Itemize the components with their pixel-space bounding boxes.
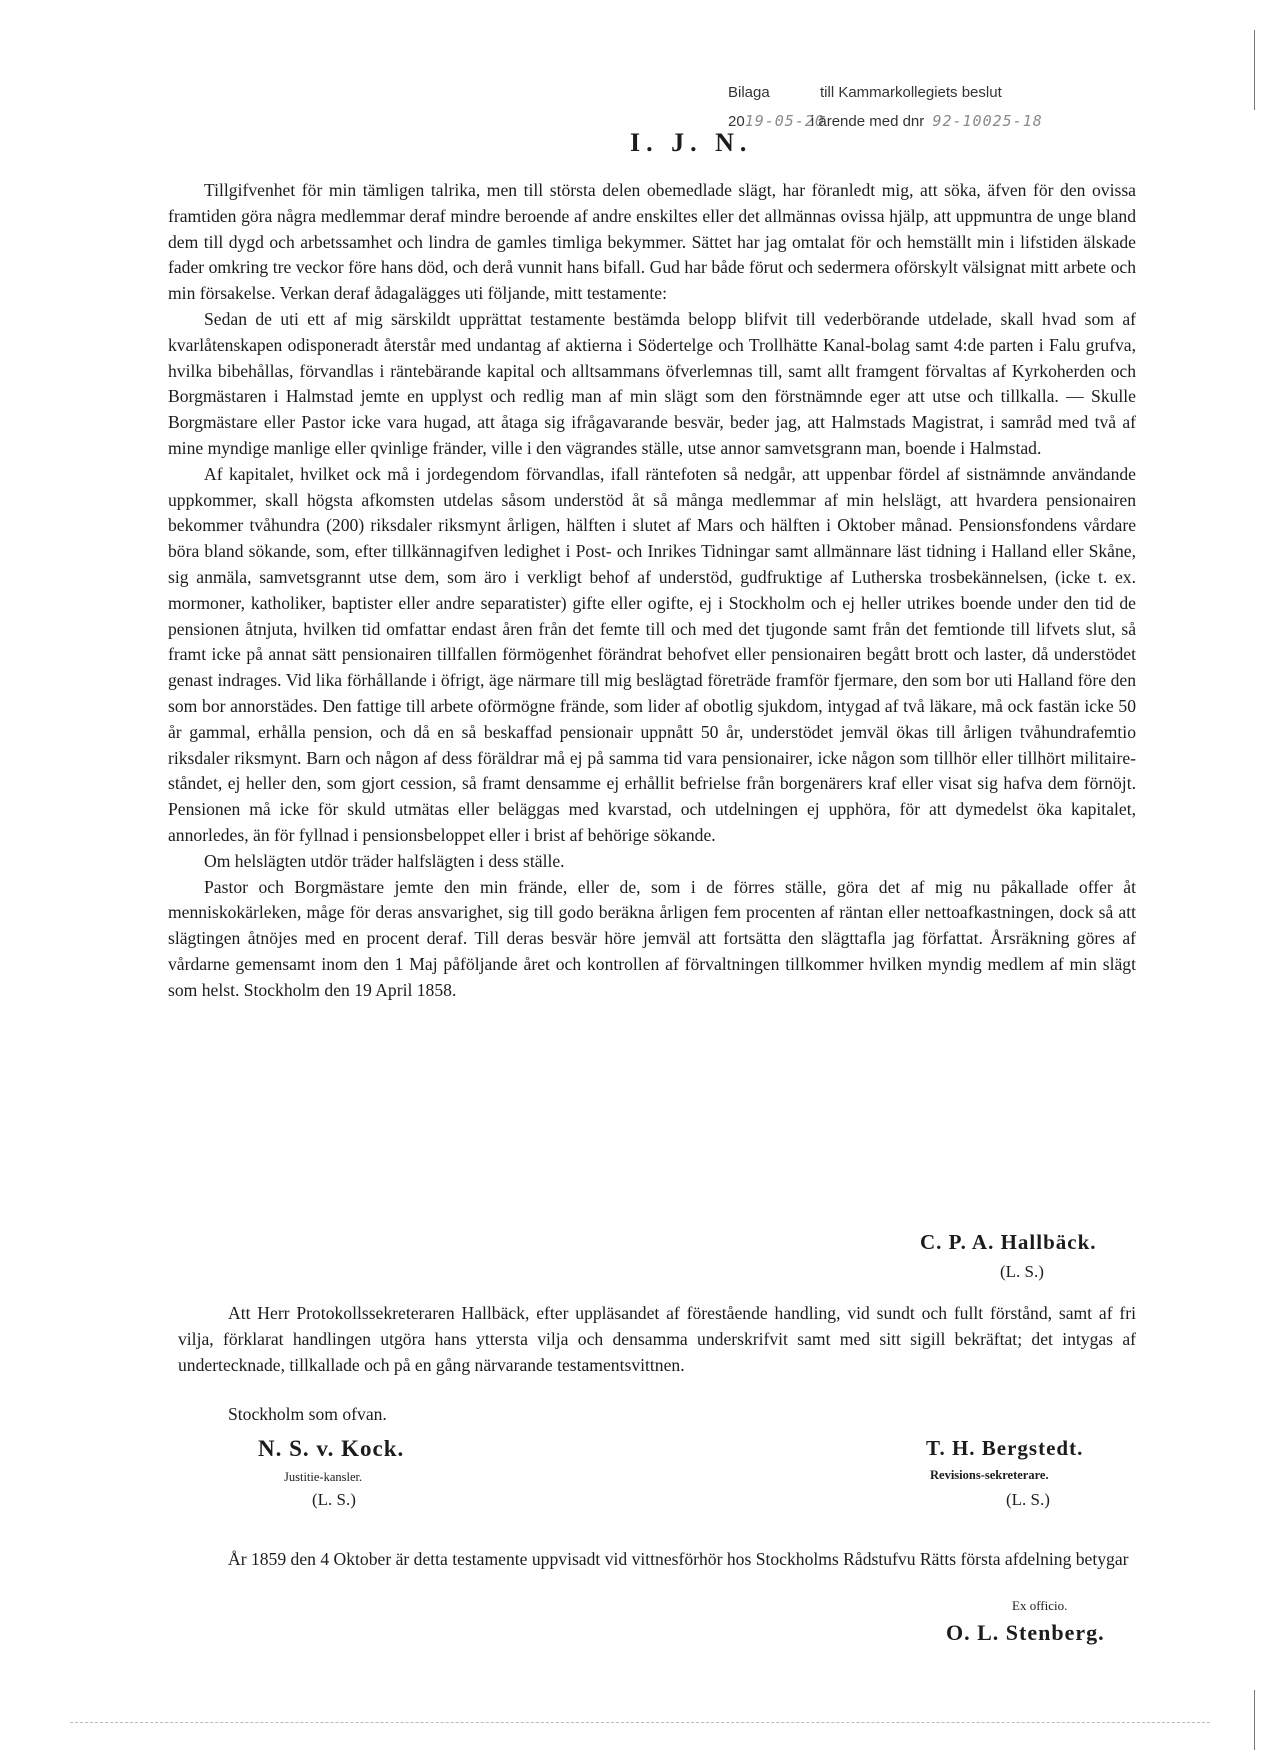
stamp-date-handwritten: 19-05-20 bbox=[744, 112, 825, 130]
witness-left-title: Justitie-kansler. bbox=[284, 1470, 363, 1484]
witness-right-title: Revisions-sekreterare. bbox=[930, 1468, 1049, 1482]
stamp-bilaga: Bilaga bbox=[728, 84, 770, 101]
scan-bottom-edge bbox=[70, 1722, 1210, 1723]
scan-edge-mark bbox=[1254, 1690, 1255, 1750]
stamp-arende: i ärende med dnr bbox=[810, 113, 925, 130]
scan-edge-mark bbox=[1254, 30, 1255, 110]
paragraph: Tillgifvenhet för min tämligen talrika, men till största delen obemedlade slägt, har föranledt mig, att söka, äfven för den ovissa framtiden göra några medlemmar deraf mindre beroende af andre enskiltes eller det allmännas ovissa hjälp, att uppmuntra de unge bland dem till dygd och arbetssamhet och lindra de gamles timliga bekymmer. Sättet har jag omtalat för och hemställt min i lifstiden älskade fader omkring tre veckor före hans död, och derå vunnit hans bifall. Gud har både förut och sedermera oförskylt välsignat mitt arbete och min försakelse. Verkan deraf ådagalägges uti följande, mitt testamente: bbox=[168, 180, 1136, 304]
paragraph: Pastor och Borgmästare jemte den min frände, eller de, som i de förres ställe, göra det af mig nu påkallade offer åt menniskokärleken, måge för deras ansvarighet, sig till godo beräkna årligen fem procenten af räntan eller nettoafkastningen, dock så att slägtingen åtnöjes med en procent deraf. Till deras besvär höre jemväl att fortsätta den slägttafla jag författat. Årsräkning göres af vårdarne gemensamt inom den 1 Maj påföljande året och kontrollen af förvaltningen tillkommer hvilken myndig medlem af min slägt som helst. Stockholm den 19 April 1858. bbox=[168, 876, 1136, 1000]
attestation-paragraph bbox=[178, 1300, 1136, 1378]
document-title: I. J. N. bbox=[630, 128, 753, 157]
testator-seal: (L. S.) bbox=[1000, 1262, 1044, 1281]
stamp-dnr-handwritten: 92-10025-18 bbox=[932, 112, 1043, 130]
place-date: Stockholm som ofvan. bbox=[228, 1404, 387, 1424]
paragraph: År 1859 den 4 Oktober är detta testamente uppvisadt vid vittnesförhör hos Stockholms Rådstufvu Rätts första afdelning betygar bbox=[228, 1549, 1129, 1569]
testator-signature: C. P. A. Hallbäck. bbox=[920, 1230, 1097, 1254]
paragraph: Sedan de uti ett af mig särskildt upprättat testamente bestämda belopp blifvit till vederbörande utdelade, skall hvad som af kvarlåtenskapen odisponeradt återstår med undantag af aktierna i Södertelge och Trollhätte Kanal-bolag samt 4:de parten i Falu grufva, hvilka bibehållas, förvandlas i räntebärande kapital och alltsammans öfverlemnas till, samt allt framgent förvaltas af Kyrkoherden och Borgmästaren i Halmstad jemte en upplyst och redlig man af min slägt som den förstnämnde eger att utse och tillkalla. — Skulle Borgmästare eller Pastor icke vara hugad, att åtaga sig ifrågavarande besvär, beder jag, att Halmstads Magistrat, i samråd med två af mine myndige manlige eller qvinlige fränder, ville i den vägrandes ställe, utse annor samvetsgrann man, boende i Halmstad. bbox=[168, 308, 1136, 458]
paragraph: Om helslägten utdör träder halfslägten i dess ställe. bbox=[204, 850, 565, 871]
court-record-paragraph bbox=[178, 1546, 1136, 1572]
paragraph: Af kapitalet, hvilket ock må i jordegendom förvandlas, ifall räntefoten så nedgår, att uppenbar fördel af sistnämnde användande uppkommer, skall högsta afkomsten utdelas såsom understöd åt så många medlemmar af min helslägt, att hvardera pensionairen bekommer tvåhundra (200) riksdaler riksmynt årligen, hälften i slutet af Mars och hälften i Oktober månad. Pensionsfondens vårdare böra bland sökande, som, efter tillkännagifven ledighet i Post- och Inrikes Tidningar samt allmännare läst tidning i Halland eller Skåne, sig anmäla, samvetsgrannt utse dem, som äro i verkligt behof af understöd, gudfruktige af Lutherska trosbekännelsen, (icke t. ex. mormoner, katholiker, baptister eller andre separatister) gifte eller ogifte, ej i Stockholm och ej heller utrikes boende under den tid de pensionen åtnjuta, hvilken tid omfattar endast åren från det femte till och med det tjugonde samt från det femtionde till lifvets slut, så framt icke på annat sätt pensionairen tillfallen förmögenhet förändrat behofvet eller pensionairen begått brott och laster, då understödet genast indrages. Vid lika förhållande i öfrigt, äge närmare till mig beslägtad företräde framför fjermare, den som bor uti Halland före den som bor annorstädes. Den fattige till arbete oförmögne frände, som lider af obotlig sjukdom, intygad af två läkare, må ock fastän icke 50 år gammal, erhålla pension, och då en så beskaffad pensionair uppnått 50 år, understödet jemväl ökas till årligen tvåhundrafemtio riksdaler riksmynt. Barn och någon af dess föräldrar må ej på samma tid vara pensionairer, icke någon som tillhör eller tillhört militaire-ståndet, ej heller den, som gjort cession, så framt densamme ej erhållit befrielse från borgenärers kraf eller visat sig hafva dem förnöjt. Pensionen må icke för skuld utmätas eller beläggas med kvarstad, och utdelningen ej upphöra, för att dymedelst öka kapitalet, annorledes, än för fyllnad i pensionsbeloppet eller i brist af behörige sökande. bbox=[168, 463, 1136, 845]
court-signature: O. L. Stenberg. bbox=[946, 1620, 1105, 1645]
testament-body bbox=[168, 178, 1136, 1004]
ex-officio-label: Ex officio. bbox=[1012, 1598, 1068, 1613]
witness-right-signature: T. H. Bergstedt. bbox=[926, 1436, 1084, 1460]
witness-left-signature: N. S. v. Kock. bbox=[258, 1436, 405, 1461]
stamp-date-prefix: 20 bbox=[728, 113, 745, 130]
witness-left-seal: (L. S.) bbox=[312, 1490, 356, 1509]
stamp-till: till Kammarkollegiets beslut bbox=[820, 84, 1002, 101]
witness-right-seal: (L. S.) bbox=[1006, 1490, 1050, 1509]
paragraph: Att Herr Protokollssekreteraren Hallbäck, efter uppläsandet af förestående handling, vid sundt och fullt förstånd, samt af fri vilja, förklarat handlingen utgöra hans yttersta vilja och densamma underskrifvit samt med sitt sigill bekräftat; det intygas af undertecknade, tillkallade och på en gång närvarande testamentsvittnen. bbox=[178, 1303, 1136, 1375]
